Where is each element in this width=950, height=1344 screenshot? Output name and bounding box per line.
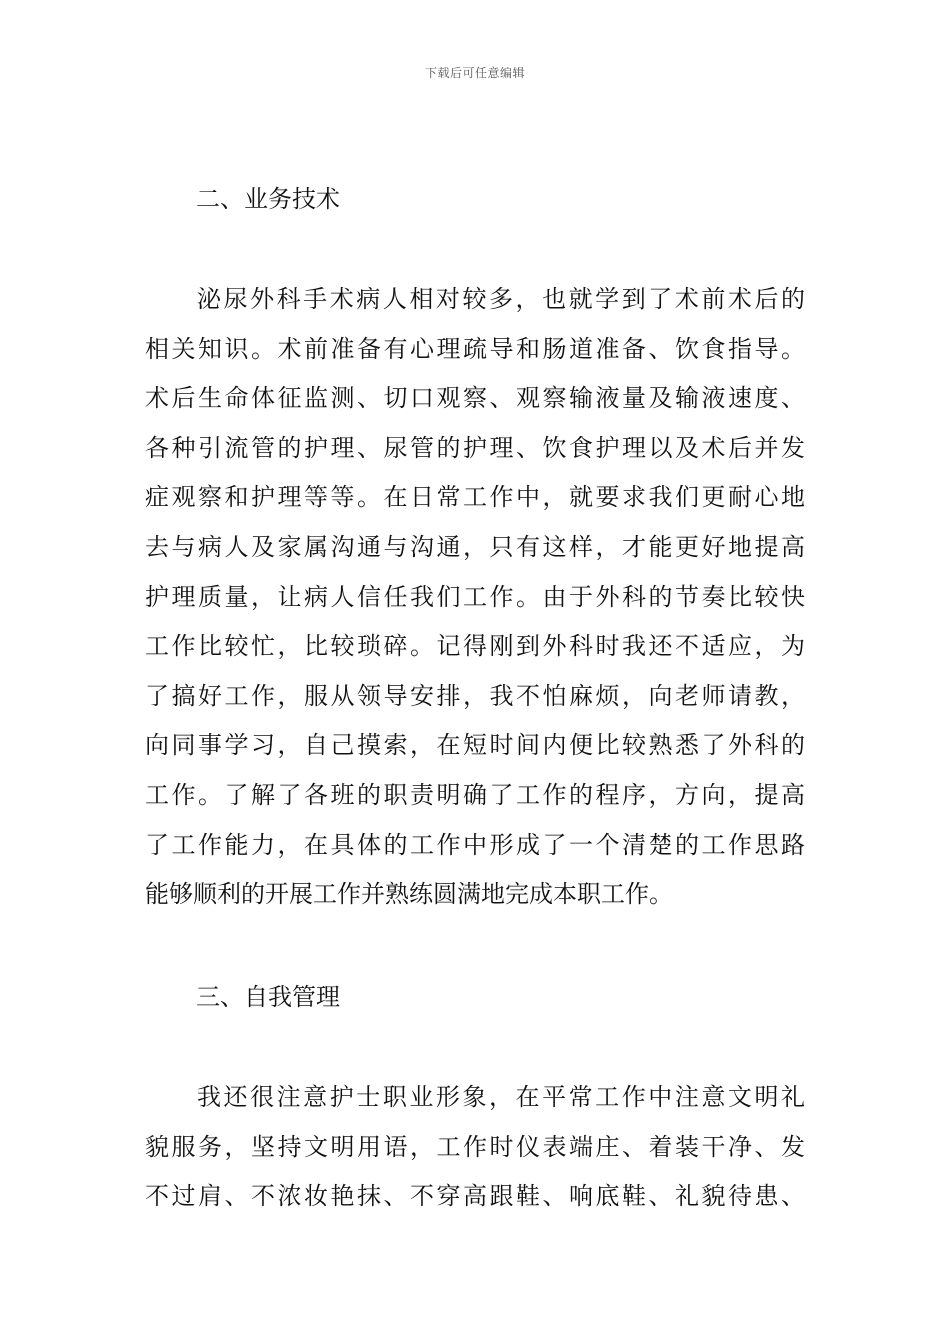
section-heading-business-skills: 二、业务技术: [196, 185, 340, 213]
paragraph-line: 泌尿外科手术病人相对较多，也就学到了术前术后的: [197, 285, 805, 313]
paragraph-line: 貌服务，坚持文明用语，工作时仪表端庄、着装干净、发: [145, 1132, 805, 1161]
paragraph-line: 护理质量，让病人信任我们工作。由于外科的节奏比较快: [145, 582, 805, 611]
paragraph-line: 工作比较忙，比较琐碎。记得刚到外科时我还不适应，为: [145, 632, 805, 661]
paragraph-line: 我还很注意护士职业形象，在平常工作中注意文明礼: [197, 1083, 805, 1111]
page-header-note: 下载后可任意编辑: [424, 66, 525, 80]
paragraph-line: 相关知识。术前准备有心理疏导和肠道准备、饮食指导。: [145, 334, 805, 363]
paragraph-line: 向同事学习，自己摸索，在短时间内便比较熟悉了外科的: [145, 731, 805, 760]
paragraph-line: 了搞好工作，服从领导安排，我不怕麻烦，向老师请教，: [145, 681, 805, 710]
paragraph-line: 能够顺利的开展工作并熟练圆满地完成本职工作。: [145, 880, 673, 909]
paragraph-line: 术后生命体征监测、切口观察、观察输液量及输液速度、: [145, 384, 805, 413]
paragraph-line: 各种引流管的护理、尿管的护理、饮食护理以及术后并发: [145, 433, 805, 462]
paragraph-line: 症观察和护理等等。在日常工作中，就要求我们更耐心地: [145, 483, 805, 512]
paragraph-line: 了工作能力，在具体的工作中形成了一个清楚的工作思路: [145, 830, 805, 859]
section-paragraph-business-skills: [145, 275, 805, 920]
section-heading-self-management: 三、自我管理: [196, 983, 340, 1011]
section-paragraph-self-management: [145, 1073, 805, 1222]
paragraph-line: 去与病人及家属沟通与沟通，只有这样，才能更好地提高: [145, 532, 805, 561]
paragraph-line: 不过肩、不浓妆艳抹、不穿高跟鞋、响底鞋、礼貌待患、: [145, 1182, 805, 1211]
paragraph-line: 工作。了解了各班的职责明确了工作的程序，方向，提高: [145, 780, 805, 809]
